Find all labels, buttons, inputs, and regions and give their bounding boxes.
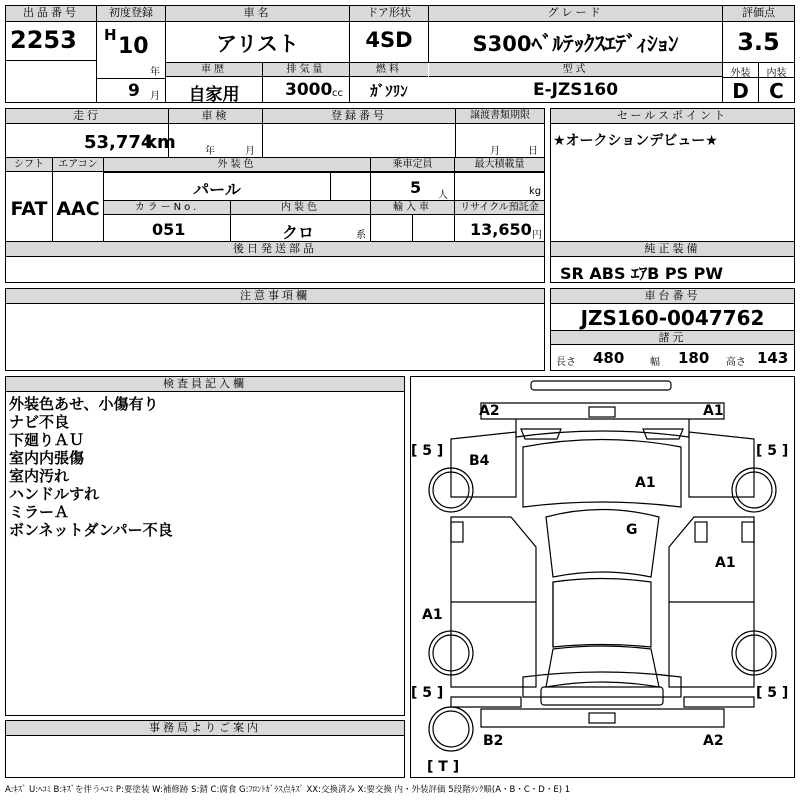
score-label: 評価点 (723, 6, 794, 22)
mark-b2-rear-left: B2 (483, 733, 504, 749)
length: 480 (593, 349, 625, 367)
inspector-note-line: 室内内張傷 (9, 449, 85, 467)
int-color-unit: 系 (356, 230, 366, 241)
recycle-label: リサイクル預託金 (455, 201, 544, 215)
mileage-label: 走行 (6, 109, 168, 124)
deferred-label: 後日発送部品 (6, 242, 544, 257)
inspector-note-line: ナビ不良 (9, 413, 70, 431)
height: 143 (757, 349, 789, 367)
tire-fr-tread: [ 5 ] (756, 443, 789, 459)
model-name: アリスト (216, 32, 299, 56)
mark-b4: B4 (469, 453, 490, 469)
transfer-label: 譲渡書類期限 (456, 109, 544, 124)
mark-a1-hood: A1 (635, 475, 656, 491)
recycle-unit: 円 (532, 230, 542, 241)
inspector-note-line: ボンネットダンパー不良 (9, 521, 173, 539)
width: 180 (678, 349, 710, 367)
import-label: 輸入車 (371, 201, 454, 215)
displacement-label: 排気量 (263, 63, 349, 77)
ext-label: 外装 (730, 68, 751, 79)
max-load-unit: kg (529, 186, 542, 197)
mark-a1-right: A1 (715, 555, 736, 571)
color-no: 051 (152, 220, 186, 239)
insp-year-unit: 年 (205, 146, 215, 157)
inspection-label: 車検 (169, 109, 262, 124)
int-color-label: 内装色 (231, 201, 370, 215)
width-label: 幅 (650, 357, 660, 368)
transfer-month: 月 (490, 146, 500, 157)
mark-g-windshield: G (626, 522, 638, 538)
capacity-unit: 人 (438, 190, 448, 201)
car-damage-diagram (411, 377, 794, 777)
int-color: クロ (282, 223, 315, 242)
equipment-text: SR ABS ｴｱB PS PW (560, 264, 724, 283)
mark-a1-front-right: A1 (703, 403, 724, 419)
model-code-label: 型式 (429, 63, 722, 77)
inspector-note-line: 下廻りＡＵ (9, 431, 85, 449)
fuel-label: 燃料 (350, 63, 428, 77)
mark-a2-rear-right: A2 (703, 733, 724, 749)
mark-a1-left: A1 (422, 607, 443, 623)
inspector-note-line: ハンドルすれ (9, 485, 100, 503)
recycle: 13,650 (470, 220, 532, 239)
equipment-label: 純正装備 (551, 242, 794, 257)
year-num: 10 (118, 34, 149, 59)
model-name-label: 車名 (166, 6, 349, 22)
lot-no-label: 出品番号 (6, 6, 96, 22)
notes-label: 注意事項欄 (6, 289, 544, 304)
model-code: E-JZS160 (532, 80, 619, 100)
insp-month-unit: 月 (245, 146, 255, 157)
sales-point-text: ★オークションデビュー★ (553, 133, 718, 149)
ext-color-label: 外装色 (104, 158, 370, 172)
height-label: 高さ (726, 357, 746, 368)
grade: S300ﾍﾞﾙﾃｯｸｽｴﾃﾞｨｼｮﾝ (472, 32, 679, 56)
tire-rl-tread: [ 5 ] (411, 685, 444, 701)
inspector-label: 検査員記入欄 (6, 377, 404, 392)
month-unit: 月 (150, 91, 160, 102)
shift: FAT (10, 198, 48, 220)
displacement: 3000 (285, 80, 333, 100)
history-label: 車歴 (166, 63, 262, 77)
first-reg-label: 初度登録 (97, 6, 165, 22)
transfer-day: 日 (528, 146, 538, 157)
spare-tire-mark: [ T ] (427, 759, 460, 775)
ext-color: パール (193, 180, 241, 199)
tire-fl-tread: [ 5 ] (411, 443, 444, 459)
capacity-label: 乗車定員 (371, 158, 454, 172)
specs-label: 諸元 (551, 331, 794, 345)
door-type: 4SD (365, 28, 413, 52)
door-label: ドア形状 (350, 6, 428, 22)
score: 3.5 (737, 28, 780, 56)
length-label: 長さ (556, 357, 576, 368)
office-label: 事務局よりご案内 (6, 721, 404, 736)
mileage: 53,774 (84, 132, 154, 153)
lot-no: 2253 (10, 26, 77, 54)
inspector-note-line: ミラーＡ (9, 503, 70, 521)
year-unit: 年 (150, 67, 160, 78)
capacity: 5 (410, 178, 422, 197)
ac-label: エアコン (53, 158, 103, 172)
mark-a2-front-left: A2 (479, 403, 500, 419)
ext-grade: D (732, 79, 749, 103)
legend: A:ｷｽﾞ U:ﾍｺﾐ B:ｷｽﾞを伴うﾍｺﾐ P:要塗装 W:補修跡 S:錆 C:腐食 G:ﾌﾛﾝﾄｶﾞﾗｽ点ｷｽﾞ XX:交換済み X:要交換 内・外装評価 5段階ﾗﾝｸ順(A・B・C・D・E) 1 (5, 785, 571, 795)
chassis-label: 車台番号 (551, 289, 794, 304)
fuel: ｶﾞｿﾘﾝ (370, 82, 408, 100)
sales-point-label: セールスポイント (551, 109, 794, 124)
int-label: 内装 (766, 68, 787, 79)
mileage-unit: km (145, 132, 176, 153)
grade-label: グレード (429, 6, 722, 22)
color-no-label: カラーNo. (104, 201, 230, 215)
chassis-number: JZS160-0047762 (580, 306, 765, 330)
displacement-unit: cc (332, 88, 343, 99)
ac: AAC (56, 198, 100, 220)
inspector-notes (9, 395, 399, 539)
era: H (104, 26, 117, 44)
inspector-note-line: 外装色あせ、小傷有り (9, 395, 159, 413)
int-grade: C (769, 79, 784, 103)
inspector-note-line: 室内汚れ (9, 467, 70, 485)
reg-no-label: 登録番号 (263, 109, 455, 124)
history: 自家用 (188, 85, 240, 105)
shift-label: シフト (6, 158, 52, 172)
month-num: 9 (128, 81, 140, 101)
tire-rr-tread: [ 5 ] (756, 685, 789, 701)
max-load-label: 最大積載量 (455, 158, 544, 172)
